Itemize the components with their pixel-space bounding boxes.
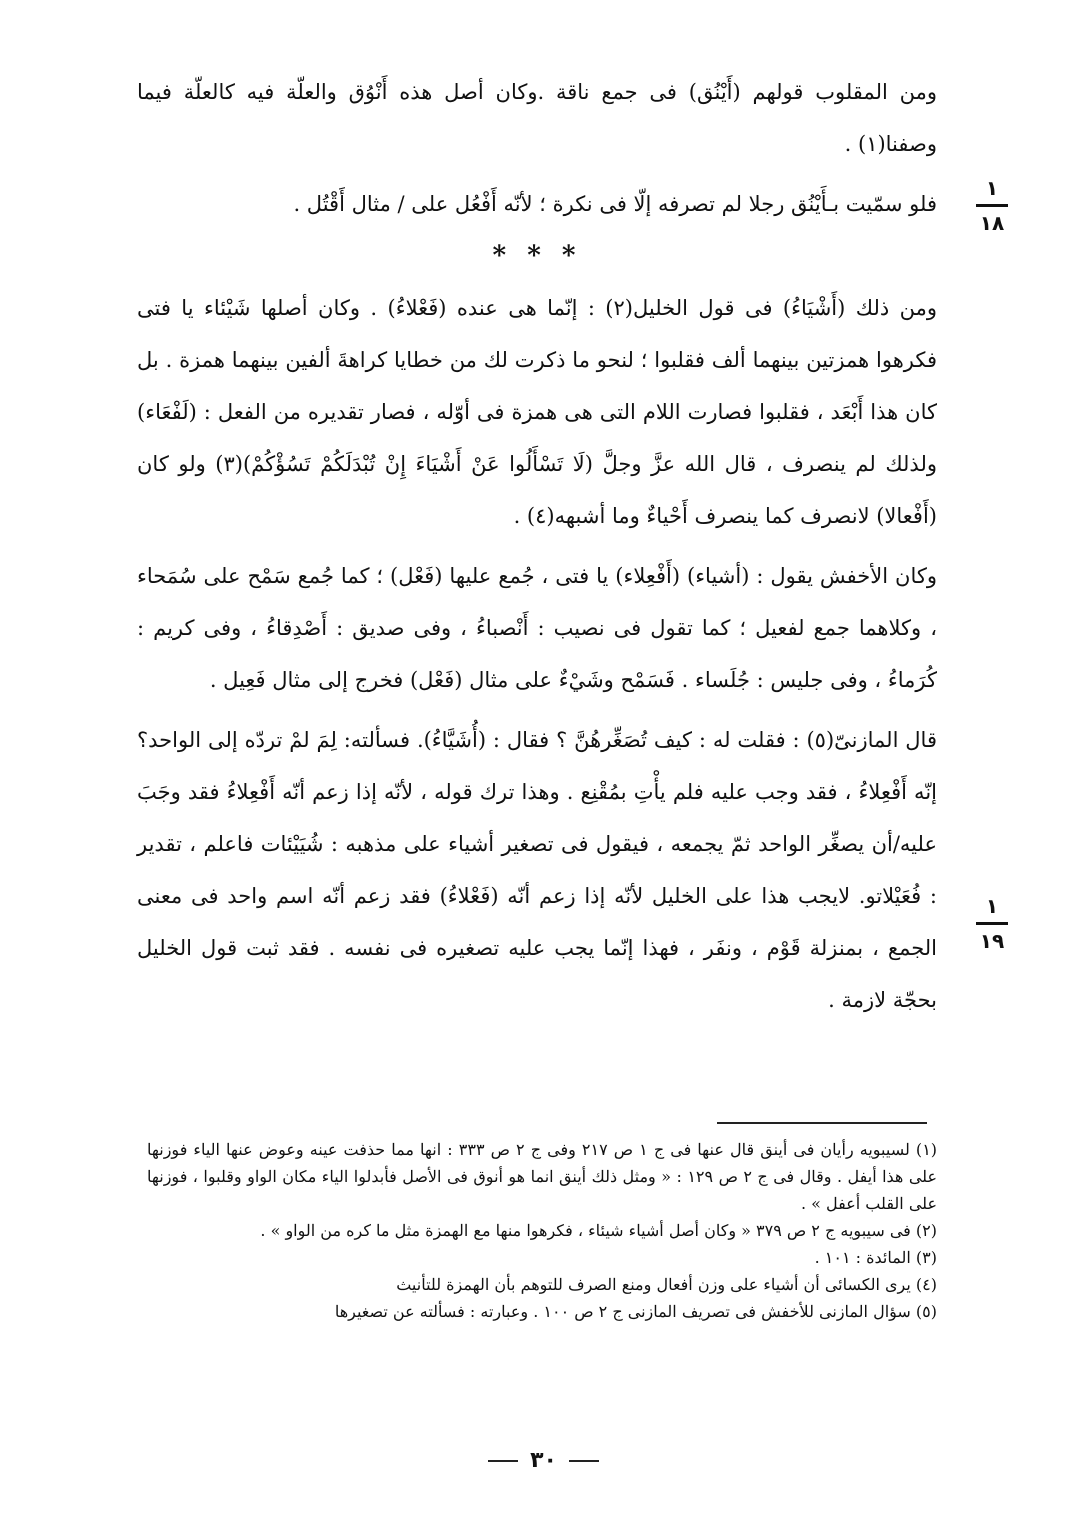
margin-ref-divider [976,922,1008,925]
footnote-2: (٢) فى سيبويه ج ٢ ص ٣٧٩ « وكان أصل أشياء شيئاء ، فكرهوا منها مع الهمزة مثل ما كره من الواو » . [260,1221,937,1240]
section-separator: * * * [492,241,582,271]
footnote-1: (١) لسيبويه رأيان فى أينق قال عنها فى ج ١ ص ٢١٧ وفى ج ٢ ص ٣٣٣ : انها مما حذفت عينه وعوض عنها الياء فوزنها على هذا أيفل . وقال فى ج ٢ ص ١٢٩ : « ومثل ذلك أينق انما هو أنوق فى الأصل فأبدلوا الياء مكان الواو وقلبوا ، فوزنها على القلب أعفل » . [147,1140,938,1213]
margin-ref-top: ١ [985,176,999,200]
footnotes [147,1136,937,1325]
margin-ref-bottom: ١٩ [979,929,1005,953]
page-number: ٣٠ [530,1448,557,1473]
margin-reference-2 [969,896,1015,951]
margin-ref-top: ١ [985,894,999,918]
margin-ref-divider [976,204,1008,207]
footnote-3: (٣) المائدة : ١٠١ . [814,1248,937,1267]
paragraph-3: ومن ذلك (أَشْيَاءُ) فى قول الخليل(٢) : إنّما هى عنده (فَعْلاءُ) . وكان أصلها شَيْئاء يا فتى فكرهوا همزتين بينهما ألف فقلبوا ؛ لنحو ما ذكرت لك من خطايا كراهةَ ألفين بينهما همزة . بل كان هذا أَبْعَد ، فقلبوا فصارت اللام التى هى همزة فى أوّله ، فصار تقديره من الفعل : (لَفْعَاء) ولذلك لم ينصرف ، قال الله عزَّ وجلَّ (لَا تَسْأَلُوا عَنْ أَشْيَاءَ إِنْ تُبْدَلَكُمْ تَسُؤْكُمْ)(٣) ولو كان (أَفْعالا) لانصرف كما ينصرف أَحْياءٌ وما أشبهه(٤) . [137,296,937,528]
footnote-4: (٤) يرى الكسائى أن أشياء على وزن أفعال ومنع الصرف للتوهم بأن الهمزة للتأنيث [396,1275,937,1294]
paragraph-5: قال المازنىّ(٥) : فقلت له : كيف تُصَغِّرهُنَّ ؟ فقال : (أُشَيَّاءُ). فسألته: لِمَ لمْ تردّه إلى الواحد؟ إنّه أَفْعِلاءُ ، فقد وجب عليه فلم يأْتِ بمُقْنِع . وهذا ترك قوله ، لأنّه إذا زعم أنّه أَفْعِلاءُ فقد وجَبَ عليه/أن يصغِّر الواحد ثمّ يجمعه ، فيقول فى تصغير أشياء على مذهبه : شُيَيْئات فاعلم ، تقدير : فُعَيْلاتو. لايجب هذا على الخليل لأنّه إذا زعم أنّه (فَعْلاءُ) فقد زعم أنّه اسم واحد فى معنى الجمع ، بمنزلة قَوْم ، ونفَر ، فهذا إنّما يجب عليه تصغيره فى نفسه . فقد ثبت قول الخليل بحجّة لازمة . [137,728,937,1012]
margin-ref-bottom: ١٨ [979,211,1005,235]
main-text [137,66,937,1026]
margin-reference-1 [969,178,1015,233]
page-number-dash [569,1460,599,1462]
footnote-divider [717,1122,927,1124]
page-number-block [0,1448,1087,1473]
paragraph-2: فلو سمّيت بـأَيْنُق رجلا لم تصرفه إلّا فى نكرة ؛ لأنّه أَفْعُل على / مثال أَقْتُل . [293,192,937,216]
paragraph-4: وكان الأخفش يقول : (أشياء) (أَفْعِلاء) يا فتى ، جُمع عليها (فَعْل) ؛ كما جُمع سَمْح على سُمَحاء ، وكلاهما جمع لفعيل ؛ كما تقول فى نصيب : أَنْصباءُ ، وفى صديق : أَصْدِقاءُ ، وفى كريم : كُرَماءُ ، وفى جليس : جُلَساء . فَسَمْح وشَيْءٌ على مثال (فَعْل) فخرج إلى مثال فَعِيل . [137,564,937,692]
paragraph-1: ومن المقلوب قولهم (أَيْنُق) فى جمع ناقة .وكان أصل هذه أَنْوُق والعلّة فيه كالعلّة فيما وصفنا(١) . [137,80,937,156]
page-number-dash [488,1460,518,1462]
footnote-5: (٥) سؤال المازنى للأخفش فى تصريف المازنى ج ٢ ص ١٠٠ . وعبارته : فسألته عن تصغيرها [334,1302,937,1321]
